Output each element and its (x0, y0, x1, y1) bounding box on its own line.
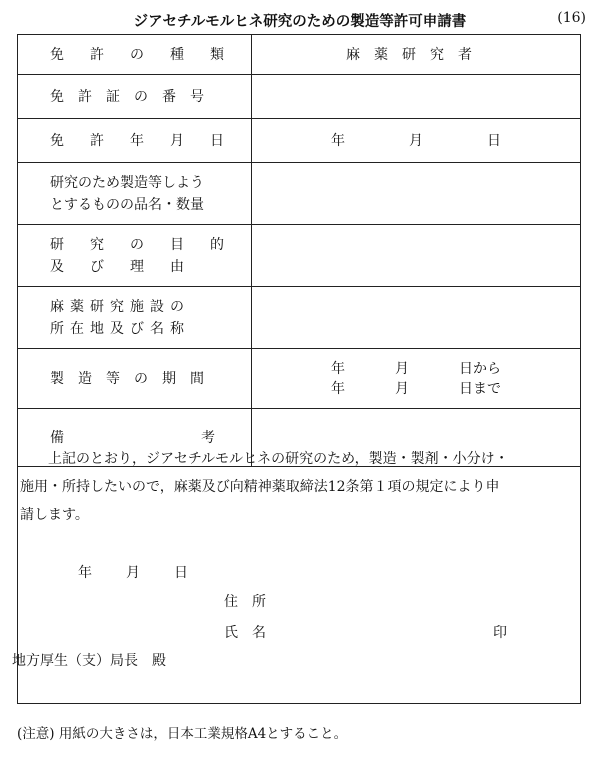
row-license-number (18, 75, 580, 119)
seal-mark: 印 (493, 625, 507, 641)
value-period[interactable] (252, 349, 580, 408)
label-license-number: 免許証の番号 (18, 75, 252, 118)
license-date-month: 月 (409, 132, 423, 149)
label-period: 製造等の期間 (18, 349, 252, 408)
addressee: 地方厚生（支）局長 殿 (12, 653, 166, 669)
name-label: 氏名 (224, 625, 280, 641)
row-period (18, 349, 580, 409)
row-license-date (18, 119, 580, 163)
period-from: 年 月 日から (331, 360, 501, 377)
label-product: 研究のため製造等しよう とするものの品名・数量 (18, 163, 252, 224)
row-purpose (18, 225, 580, 287)
application-date[interactable]: 年 月 日 (78, 565, 188, 581)
label-license-date: 免許年月日 (18, 119, 252, 162)
row-product (18, 163, 580, 225)
label-remarks: 備 考 (18, 409, 252, 466)
license-date-year: 年 (331, 132, 345, 149)
row-facility (18, 287, 580, 349)
form-number: (16) (557, 10, 586, 26)
form-note: (注意) 用紙の大きさは，日本工業規格A4とすること。 (17, 726, 348, 742)
license-date-day: 日 (487, 132, 501, 149)
value-purpose[interactable] (252, 225, 580, 286)
value-facility[interactable] (252, 287, 580, 348)
period-to: 年 月 日まで (331, 380, 501, 397)
application-form (17, 34, 581, 704)
label-facility: 麻薬研究施設の 所在地及び名称 (18, 287, 252, 348)
statement: 上記のとおり，ジアセチルモルヒネの研究のため，製造・製剤・小分け・ 施用・所持したいので，麻薬及び向精神薬取締法12条第１項の規定により申 請します。 (20, 451, 509, 523)
value-license-number[interactable] (252, 75, 580, 118)
value-license-date[interactable] (252, 119, 580, 162)
value-license-type: 麻薬研究者 (346, 46, 486, 63)
address-label: 住所 (224, 594, 280, 610)
label-license-type: 免許の種類 (18, 35, 252, 74)
value-product[interactable] (252, 163, 580, 224)
row-license-type (18, 35, 580, 75)
label-purpose: 研究の目的 及び理由 (18, 225, 252, 286)
form-title: ジアセチルモルヒネ研究のための製造等許可申請書 (133, 14, 467, 30)
